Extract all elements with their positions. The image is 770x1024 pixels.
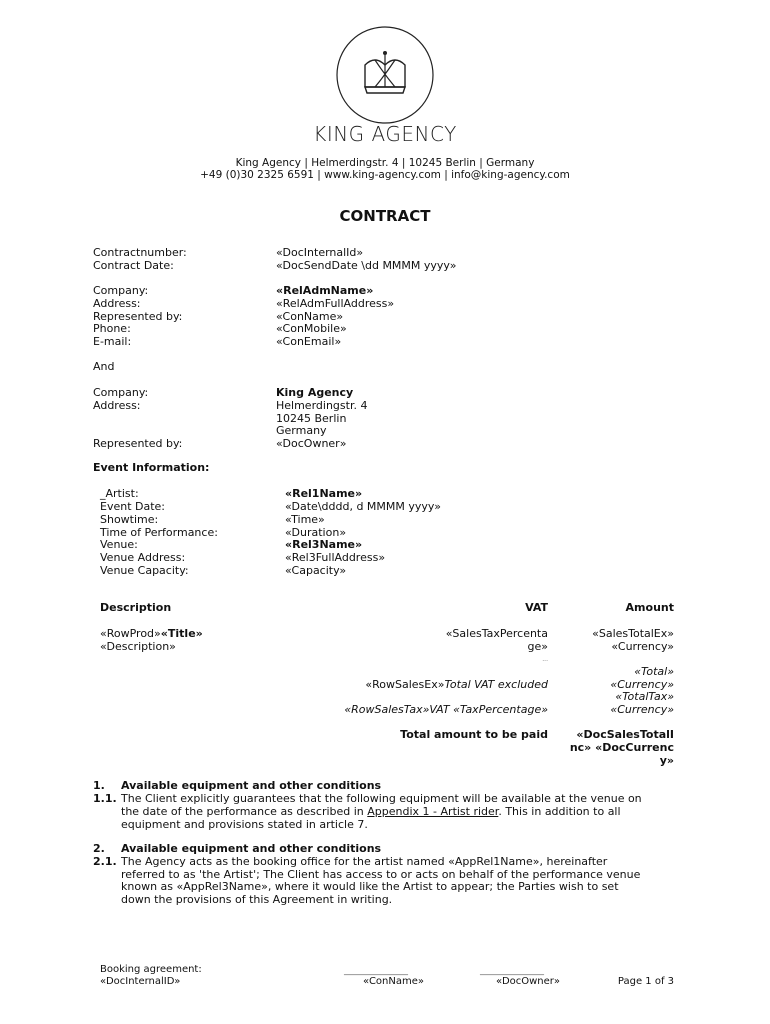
party2-address-label: Address:: [93, 399, 141, 412]
party1-rep-label: Represented by:: [93, 310, 183, 323]
event-artist-label: _Artist:: [100, 487, 139, 500]
party2-address-line: 10245 Berlin: [276, 412, 347, 425]
party2-rep-label: Represented by:: [93, 437, 183, 450]
total-currency: «Currency»: [610, 678, 674, 691]
contract-number-value: «DocInternalId»: [276, 246, 364, 259]
row-amount-line: «Currency»: [611, 640, 674, 653]
event-venue-value: «Rel3Name»: [285, 538, 363, 551]
event-capacity-label: Venue Capacity:: [100, 564, 189, 577]
total-paid-line: «DocSalesTotalI: [576, 728, 674, 741]
col-description-header: Description: [100, 601, 172, 614]
event-date-value: «Date\dddd, d MMMM yyyy»: [285, 500, 441, 513]
contract-date-value: «DocSendDate \dd MMMM yyyy»: [276, 259, 457, 272]
section-text: the date of the performance as described in: [121, 805, 368, 818]
booking-agreement-id: «DocInternalID»: [100, 976, 181, 987]
event-heading: Event Information:: [93, 461, 210, 474]
total-ex-row: [365, 678, 548, 691]
section-title: Available equipment and other conditions: [121, 842, 382, 855]
party2-address-line: Helmerdingstr. 4: [276, 399, 368, 412]
event-time-value: «Duration»: [285, 526, 347, 539]
document-title: CONTRACT: [339, 207, 431, 225]
section-text-line: equipment and provisions stated in article 7.: [121, 818, 368, 831]
signature-line: ________________: [480, 966, 544, 975]
row-vat-line: ge»: [527, 640, 548, 653]
row-vat-line: «SalesTaxPercenta: [445, 627, 548, 640]
company-address-line: King Agency | Helmerdingstr. 4 | 10245 Berlin | Germany: [235, 157, 535, 169]
row-amount-line: «SalesTotalEx»: [592, 627, 674, 640]
party2-rep-value: «DocOwner»: [276, 437, 347, 450]
total-paid-label: Total amount to be paid: [400, 728, 548, 741]
total-tax-currency: «Currency»: [610, 703, 674, 716]
section-number: 1.: [93, 779, 105, 792]
col-vat-header: VAT: [525, 601, 548, 614]
party2-company-label: Company:: [93, 386, 149, 399]
subsection-number: 2.1.: [93, 855, 117, 868]
company-contact-line: +49 (0)30 2325 6591 | www.king-agency.com | info@king-agency.com: [200, 169, 570, 181]
section-text: . This in addition to all: [498, 805, 621, 818]
section-number: 2.: [93, 842, 105, 855]
brand-name: KING AGENCY: [313, 122, 457, 146]
event-artist-value: «Rel1Name»: [285, 487, 363, 500]
party1-address-value: «RelAdmFullAddress»: [276, 297, 395, 310]
event-date-label: Event Date:: [100, 500, 166, 513]
party1-email-value: «ConEmail»: [276, 335, 342, 348]
total-ex-field: «RowSalesEx»: [365, 678, 445, 691]
total-ex-label: Total VAT excluded: [444, 678, 548, 691]
event-time-label: Time of Performance:: [100, 526, 218, 539]
section-text-line: [121, 805, 621, 818]
crown-logo-icon: [335, 25, 435, 125]
appendix-link[interactable]: Appendix 1 - Artist rider: [367, 805, 499, 818]
party1-email-label: E-mail:: [93, 335, 132, 348]
row-prod-field: «RowProd»: [100, 627, 161, 640]
event-venue-address-label: Venue Address:: [100, 551, 186, 564]
party1-phone-label: Phone:: [93, 322, 131, 335]
section-text-line: down the provisions of this Agreement in writing.: [121, 893, 393, 906]
total-tax-field: «TotalTax»: [615, 690, 674, 703]
row-product: [100, 627, 203, 640]
section-title: Available equipment and other conditions: [121, 779, 382, 792]
section-text-line: referred to as 'the Artist'; The Client has access to or acts on behalf of the performance venue: [121, 868, 641, 881]
event-venue-address-value: «Rel3FullAddress»: [285, 551, 386, 564]
page-number: Page 1 of 3: [617, 976, 674, 987]
total-paid-line: y»: [659, 754, 674, 767]
signature-name: «DocOwner»: [496, 976, 561, 987]
total-field: «Total»: [634, 665, 674, 678]
vat-row-label: «RowSalesTax»VAT «TaxPercentage»: [344, 703, 548, 716]
party1-phone-value: «ConMobile»: [276, 322, 347, 335]
separator-dots: ...: [542, 656, 548, 663]
party1-company-label: Company:: [93, 284, 149, 297]
contract-date-label: Contract Date:: [93, 259, 174, 272]
signature-line: ________________: [344, 966, 408, 975]
party1-company-value: «RelAdmName»: [276, 284, 374, 297]
party1-rep-value: «ConName»: [276, 310, 344, 323]
event-showtime-value: «Time»: [285, 513, 325, 526]
event-showtime-label: Showtime:: [100, 513, 159, 526]
row-description: «Description»: [100, 640, 176, 653]
and-text: And: [93, 360, 115, 373]
booking-agreement-label: Booking agreement:: [100, 964, 202, 975]
section-text-line: The Client explicitly guarantees that the following equipment will be available at the venue on: [121, 792, 642, 805]
contract-number-label: Contractnumber:: [93, 246, 187, 259]
row-title-field: «Title»: [160, 627, 203, 640]
col-amount-header: Amount: [625, 601, 674, 614]
subsection-number: 1.1.: [93, 792, 117, 805]
signature-name: «ConName»: [363, 976, 425, 987]
section-text-line: The Agency acts as the booking office for the artist named «AppRel1Name», hereinafter: [121, 855, 608, 868]
total-paid-line: nc» «DocCurrenc: [569, 741, 674, 754]
event-capacity-value: «Capacity»: [285, 564, 347, 577]
section-text-line: known as «AppRel3Name», where it would like the Artist to appear; the Parties wish to set: [121, 880, 619, 893]
party1-address-label: Address:: [93, 297, 141, 310]
event-venue-label: Venue:: [100, 538, 138, 551]
party2-company-value: King Agency: [276, 386, 354, 399]
party2-address-line: Germany: [276, 424, 327, 437]
